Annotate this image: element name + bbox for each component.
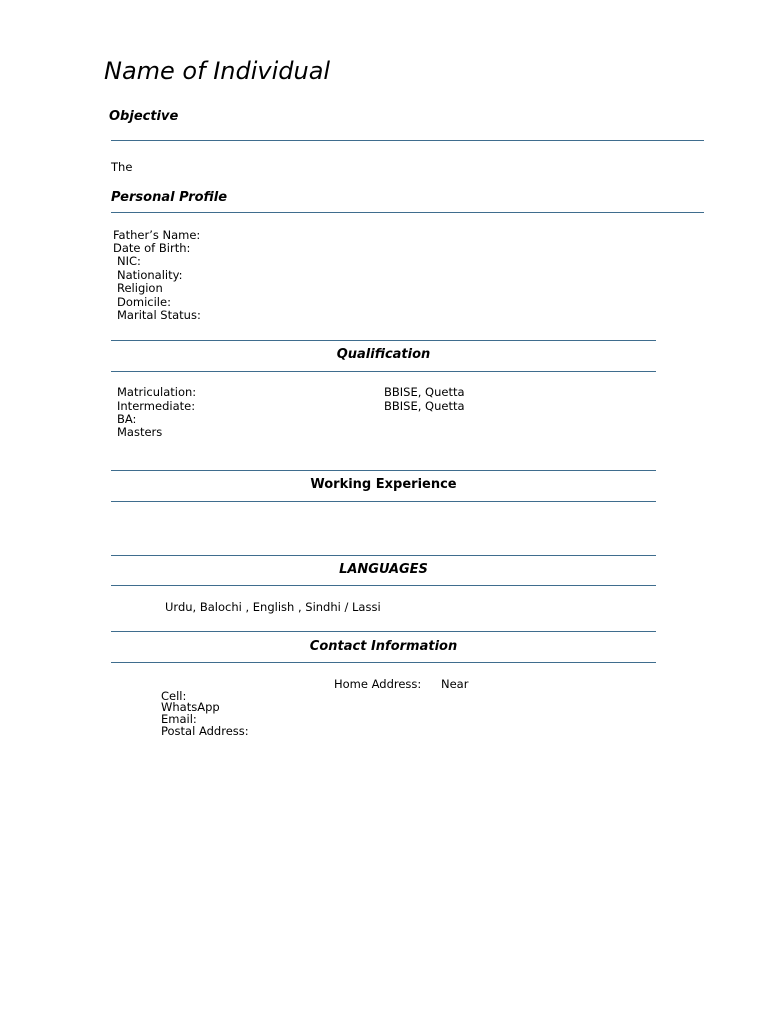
languages-text: Urdu, Balochi , English , Sindhi / Lassi [165,600,381,614]
experience-divider-bottom [111,501,656,502]
profile-field-marital-status: Marital Status: [117,308,201,322]
qualification-label: Masters [117,425,163,439]
working-experience-heading: Working Experience [310,477,457,492]
objective-divider [111,140,704,141]
profile-field-nic: NIC: [117,254,141,268]
qualification-board: BBISE, Quetta [384,385,465,399]
languages-divider-top [111,555,656,556]
profile-field-nationality: Nationality: [117,268,183,282]
contact-field-email: Email: [161,712,197,726]
objective-text: The [111,160,133,174]
qualification-divider-bottom [111,371,656,372]
profile-field-religion: Religion [117,281,163,295]
page-title: Name of Individual [104,57,331,85]
qualification-label: BA: [117,412,137,426]
profile-field-father: Father’s Name: [113,228,201,242]
qualification-label: Intermediate: [117,399,196,413]
profile-field-domicile: Domicile: [117,295,171,309]
contact-heading: Contact Information [309,639,458,654]
qualification-heading: Qualification [336,347,431,362]
contact-divider-top [111,631,656,632]
contact-field-cell: Cell: [161,689,187,703]
personal-profile-divider [111,212,704,213]
languages-divider-bottom [111,585,656,586]
contact-field-whatsapp: WhatsApp [161,700,220,714]
home-address-value: Near [441,677,469,691]
profile-field-dob: Date of Birth: [113,241,191,255]
languages-heading: LANGUAGES [339,562,428,577]
objective-heading: Objective [109,109,179,124]
experience-divider-top [111,470,656,471]
home-address-label: Home Address: [334,677,422,691]
personal-profile-heading: Personal Profile [111,190,228,205]
contact-field-postal-address: Postal Address: [161,724,249,738]
qualification-divider-top [111,340,656,341]
contact-divider-bottom [111,662,656,663]
qualification-board: BBISE, Quetta [384,399,465,413]
qualification-label: Matriculation: [117,385,197,399]
